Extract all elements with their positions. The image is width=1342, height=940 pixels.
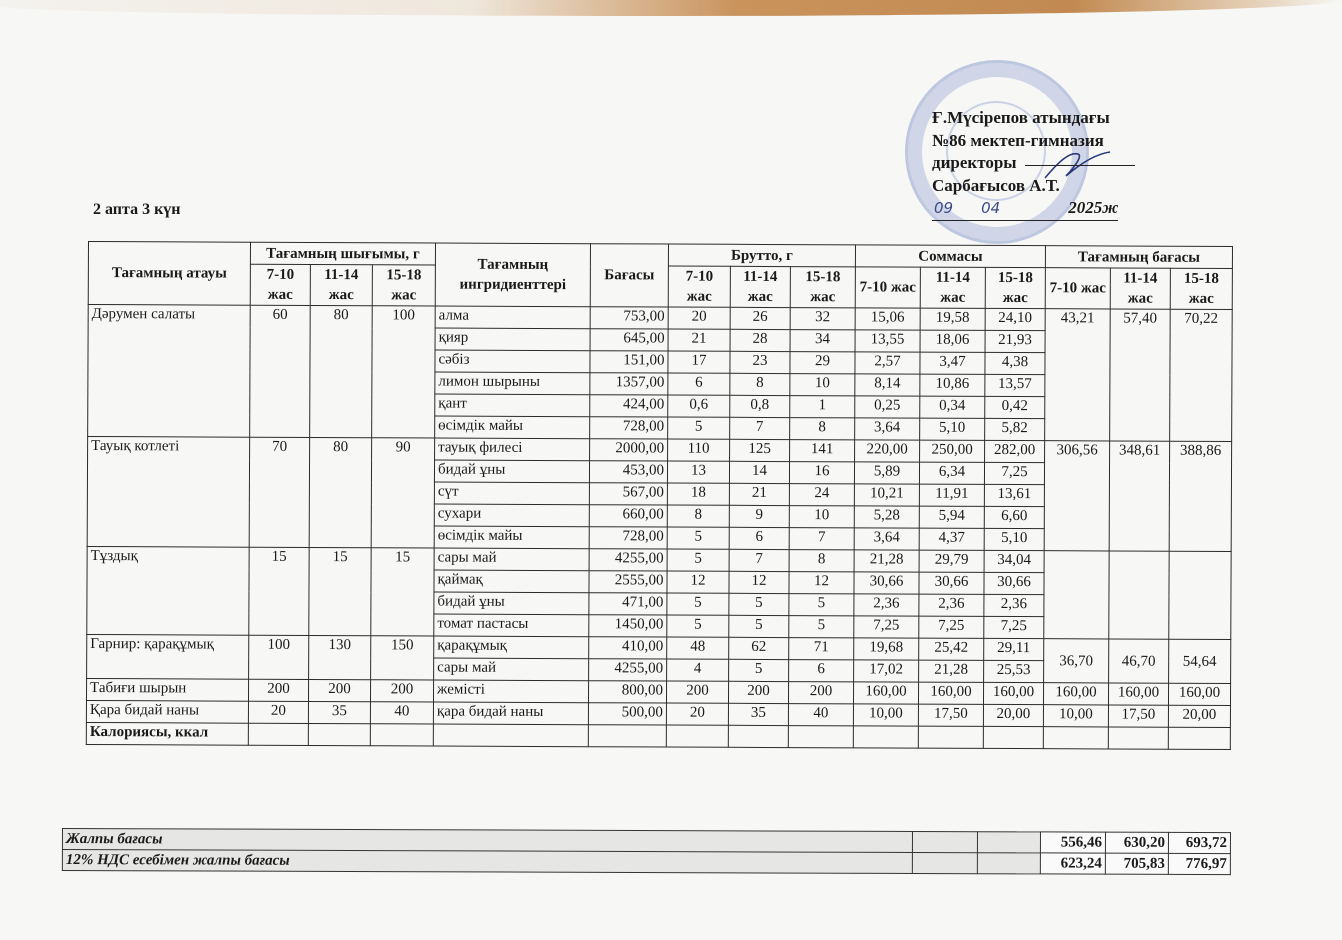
sum-age-2: 3,47 [920,352,985,374]
sum-age-2: 17,50 [918,704,983,726]
dish-price-age-3: 160,00 [1168,683,1230,705]
ingredient-price: 2555,00 [589,571,667,593]
sum-age-1: 3,64 [855,418,920,440]
sum-age-2: 2,36 [919,594,984,616]
dish-price-age-1: 306,56 [1044,441,1109,551]
header-ingredients: Тағамның ингридиенттері [435,243,590,307]
dish-price-age-2: 17,50 [1108,705,1168,727]
calories-empty-cell [853,726,918,748]
dish-price-age-1: 43,21 [1045,309,1111,441]
brutto-age-2: 23 [730,351,790,373]
dish-price-age-3: 70,22 [1170,309,1233,441]
dish-yield-age-3: 200 [370,680,433,702]
sum-age-1: 8,14 [855,374,920,396]
brutto-age-2: 5 [729,593,789,615]
ingredient-price: 453,00 [589,461,667,483]
calories-empty-cell [666,725,728,747]
brutto-age-2: 9 [729,505,789,527]
vat-price-label: 12% НДС есебімен жалпы бағасы [62,850,912,874]
approval-date [932,197,1135,221]
sum-age-1: 5,89 [854,462,919,484]
brutto-age-1: 110 [668,439,730,461]
dish-price-age-1: 36,70 [1044,639,1109,683]
sum-age-3: 13,61 [984,484,1044,506]
calories-empty-cell [788,726,853,748]
header-brutto-age-2: 11-14 жас [730,266,790,307]
calories-empty-cell [983,726,1043,748]
brutto-age-2: 7 [729,549,789,571]
header-sum-age-1: 7-10 жас [855,267,920,308]
dish-yield-age-3: 40 [370,702,433,724]
ingredient-price: 660,00 [589,505,667,527]
sum-age-2: 18,06 [920,330,985,352]
ingredient-name: өсімдік майы [434,526,589,549]
brutto-age-2: 0,8 [730,395,790,417]
brutto-age-1: 200 [666,681,728,703]
menu-table [86,241,1233,750]
brutto-age-1: 18 [667,483,729,505]
brutto-age-1: 20 [668,307,730,329]
ingredient-name: тауық филесі [435,438,590,461]
sum-age-2: 4,37 [919,528,984,550]
approval-block [932,107,1135,221]
summary-vat-row [62,850,1230,875]
ingredient-price: 728,00 [589,527,667,549]
header-yield-age-3: 15-18 жас [372,265,435,306]
dish-yield-age-3: 150 [371,636,434,680]
brutto-age-2: 8 [730,373,790,395]
calories-empty-cell [918,726,983,748]
sum-age-2: 5,10 [920,418,985,440]
brutto-age-2: 35 [728,703,788,725]
brutto-age-1: 21 [668,329,730,351]
sum-age-3: 34,04 [984,550,1044,572]
date-year: 2025ж [1068,197,1118,221]
ingredient-name: қаймақ [434,570,589,593]
total-price-label: Жалпы бағасы [62,829,912,853]
sum-age-1: 17,02 [854,660,919,682]
header-brutto-age-1: 7-10 жас [668,266,730,307]
brutto-age-2: 28 [730,329,790,351]
signature-line [1025,165,1135,166]
brutto-age-2: 200 [728,681,788,703]
ingredient-price: 645,00 [590,329,668,351]
dish-name: Табиғи шырын [86,678,248,701]
dish-price-age-2: 57,40 [1110,309,1171,441]
dish-yield-age-3: 90 [371,438,434,548]
total-price-age-3: 693,72 [1168,832,1230,853]
approval-school-line1: Ғ.Мүсірепов атындағы [932,108,1110,127]
menu-body [86,305,1232,750]
brutto-age-3: 12 [789,572,854,594]
header-brutto: Брутто, г [668,244,855,267]
dish-price-age-1: 10,00 [1043,705,1108,727]
brutto-age-1: 8 [667,505,729,527]
header-yield-age-2: 11-14 жас [310,264,372,305]
ingredient-price: 1450,00 [589,615,667,637]
sum-age-3: 24,10 [985,308,1045,330]
sum-age-3: 29,11 [984,638,1044,660]
dish-price-age-3: 388,86 [1169,441,1231,551]
sum-age-1: 2,36 [854,594,919,616]
sum-age-1: 30,66 [854,572,919,594]
calories-empty-cell [308,723,370,745]
ingredient-name: сухари [434,504,589,527]
dish-yield-age-2: 35 [308,701,370,723]
header-dish-price: Тағамның бағасы [1045,246,1232,269]
ingredient-price: 424,00 [590,395,668,417]
blank-cell [912,852,977,873]
ingredient-name: сүт [434,482,589,505]
dish-name: Қара бидай наны [86,700,248,723]
brutto-age-1: 20 [666,703,728,725]
header-yield-age-1: 7-10 жас [250,264,310,305]
sum-age-2: 0,34 [920,396,985,418]
page-edge-shadow [0,0,1342,16]
approval-school-line2: №86 мектеп-гимназия [932,130,1104,150]
ingredient-name: өсімдік майы [435,416,590,439]
sum-age-2: 21,28 [919,660,984,682]
sum-age-3: 30,66 [984,572,1044,594]
ingredient-price: 1357,00 [590,373,668,395]
sum-age-2: 160,00 [918,682,983,704]
dish-price-age-2: 46,70 [1109,639,1169,683]
approval-director-name: Сарбағысов А.Т. [932,175,1060,195]
sum-age-2: 5,94 [919,506,984,528]
brutto-age-3: 5 [789,594,854,616]
brutto-age-2: 26 [730,307,790,329]
day-label: 2 апта 3 күн [93,201,181,218]
dish-yield-age-2: 200 [308,679,370,701]
sum-age-1: 19,68 [854,638,919,660]
ingredient-name: қара бидай наны [433,702,588,725]
sum-age-1: 13,55 [855,330,920,352]
dish-price-age-3 [1169,551,1231,639]
brutto-age-3: 200 [788,682,853,704]
sum-age-1: 7,25 [854,616,919,638]
ingredient-row [87,634,1231,661]
brutto-age-3: 71 [789,638,854,660]
ingredient-name: сары май [434,548,589,571]
sum-age-1: 5,28 [854,506,919,528]
header-sum: Соммасы [855,245,1045,268]
calories-empty-cell [728,725,788,747]
vat-price-age-2: 705,83 [1105,853,1168,874]
brutto-age-3: 32 [790,308,855,330]
dish-yield-age-2: 15 [309,547,371,635]
ingredient-name: бидай ұны [434,592,589,615]
sum-age-3: 25,53 [984,660,1044,682]
brutto-age-2: 125 [730,439,790,461]
brutto-age-1: 0,6 [668,395,730,417]
header-price: Бағасы [590,244,668,307]
ingredient-price: 410,00 [589,637,667,659]
calories-empty-cell [1168,727,1230,749]
dish-yield-age-1: 20 [248,701,308,723]
sum-age-1: 10,21 [854,484,919,506]
sum-age-1: 220,00 [855,440,920,462]
sum-age-3: 282,00 [985,440,1045,462]
sum-age-3: 7,25 [984,616,1044,638]
dish-yield-age-3: 100 [372,306,436,438]
sum-age-3: 0,42 [985,396,1045,418]
brutto-age-2: 7 [730,417,790,439]
blank-cell [912,831,977,852]
blank-cell [977,853,1040,874]
calories-empty-cell [588,725,666,747]
approval-position: директоры [932,152,1135,175]
date-sep2 [1006,220,1068,221]
ingredient-price: 800,00 [588,681,666,703]
sum-age-1: 0,25 [855,396,920,418]
sum-age-3: 20,00 [983,704,1043,726]
sum-age-2: 19,58 [920,308,985,330]
sum-age-3: 4,38 [985,352,1045,374]
brutto-age-2: 62 [729,637,789,659]
brutto-age-2: 21 [729,483,789,505]
brutto-age-3: 6 [789,660,854,682]
brutto-age-2: 6 [729,527,789,549]
brutto-age-2: 14 [729,461,789,483]
date-sep [959,220,979,221]
sum-age-2: 10,86 [920,374,985,396]
sum-age-2: 6,34 [919,462,984,484]
dish-yield-age-2: 80 [310,305,373,437]
dish-name: Тұздық [87,546,249,635]
calories-empty-cell [1108,727,1168,749]
brutto-age-1: 5 [667,593,729,615]
ingredient-row [88,305,1232,332]
brutto-age-1: 12 [667,571,729,593]
ingredient-name: томат пастасы [434,614,589,637]
dish-yield-age-2: 130 [309,635,371,679]
brutto-age-1: 5 [668,417,730,439]
dish-yield-age-2: 80 [309,437,371,547]
sum-age-2: 11,91 [919,484,984,506]
ingredient-name: қияр [435,328,590,351]
ingredient-price: 500,00 [588,703,666,725]
header-yield: Тағамның шығымы, г [250,242,435,265]
date-day: 09 [932,197,959,221]
brutto-age-3: 24 [789,484,854,506]
brutto-age-1: 4 [667,659,729,681]
date-month: 04 [979,197,1006,221]
total-price-age-1: 556,46 [1040,832,1105,853]
sum-age-1: 3,64 [854,528,919,550]
ingredient-name: сары май [434,658,589,681]
dish-name: Тауық котлеті [87,437,249,548]
header-sum-age-3: 15-18 жас [985,267,1045,308]
ingredient-price: 2000,00 [590,439,668,461]
sum-age-3: 5,10 [984,528,1044,550]
brutto-age-1: 48 [667,637,729,659]
header-dish-price-age-3: 15-18 жас [1170,268,1232,309]
sum-age-2: 25,42 [919,638,984,660]
dish-price-age-1 [1044,551,1109,639]
ingredient-name: қарақұмық [434,636,589,659]
brutto-age-3: 7 [789,528,854,550]
brutto-age-3: 1 [790,396,855,418]
sum-age-3: 2,36 [984,594,1044,616]
brutto-age-3: 5 [789,616,854,638]
dish-name: Гарнир: қарақұмық [87,634,249,679]
ingredient-price: 753,00 [590,307,668,329]
sum-age-2: 30,66 [919,572,984,594]
dish-yield-age-1: 200 [248,679,308,701]
header-brutto-age-3: 15-18 жас [790,267,855,308]
brutto-age-1: 5 [667,527,729,549]
header-dish-price-age-1: 7-10 жас [1045,268,1110,309]
dish-yield-age-1: 15 [249,547,309,635]
dish-yield-age-1: 60 [250,305,311,437]
ingredient-name: алма [435,306,590,329]
brutto-age-3: 40 [788,704,853,726]
ingredient-price: 471,00 [589,593,667,615]
sum-age-3: 13,57 [985,374,1045,396]
brutto-age-1: 17 [668,351,730,373]
sum-age-3: 21,93 [985,330,1045,352]
sum-age-3: 5,82 [985,418,1045,440]
header-sum-age-2: 11-14 жас [920,267,985,308]
brutto-age-1: 5 [667,615,729,637]
vat-price-age-1: 623,24 [1040,853,1105,874]
sum-age-3: 160,00 [983,682,1043,704]
brutto-age-2: 12 [729,571,789,593]
ingredient-name: лимон шырыны [435,372,590,395]
brutto-age-3: 141 [790,440,855,462]
dish-price-age-2: 160,00 [1108,683,1168,705]
dish-price-age-3: 20,00 [1168,705,1230,727]
total-price-age-2: 630,20 [1105,832,1168,853]
ingredient-price: 728,00 [590,417,668,439]
brutto-age-1: 13 [667,461,729,483]
sum-age-1: 15,06 [855,308,920,330]
summary-table [62,828,1231,875]
ingredient-price: 4255,00 [589,549,667,571]
sum-age-3: 6,60 [984,506,1044,528]
dish-yield-age-3: 15 [371,548,434,636]
dish-price-age-2: 348,61 [1109,441,1169,551]
vat-price-age-3: 776,97 [1168,853,1230,874]
sum-age-1: 2,57 [855,352,920,374]
brutto-age-3: 10 [790,374,855,396]
sum-age-2: 250,00 [920,440,985,462]
sum-age-1: 21,28 [854,550,919,572]
calories-empty-cell [433,724,588,747]
brutto-age-3: 8 [789,550,854,572]
ingredient-price: 151,00 [590,351,668,373]
dish-price-age-1: 160,00 [1043,683,1108,705]
blank-cell [977,832,1040,853]
sum-age-2: 29,79 [919,550,984,572]
brutto-age-3: 8 [790,418,855,440]
brutto-age-3: 16 [789,462,854,484]
brutto-age-1: 6 [668,373,730,395]
dish-yield-age-1: 100 [249,635,309,679]
ingredient-price: 567,00 [589,483,667,505]
ingredient-name: жемісті [433,680,588,703]
calories-empty-cell [370,724,433,746]
brutto-age-3: 34 [790,330,855,352]
header-dish-name: Тағамның атауы [88,242,250,306]
dish-price-age-3: 54,64 [1169,639,1231,683]
ingredient-row [87,546,1231,573]
brutto-age-2: 5 [729,615,789,637]
ingredient-name: бидай ұны [434,460,589,483]
dish-price-age-2 [1109,551,1169,639]
dish-yield-age-1: 70 [249,437,309,547]
sum-age-1: 10,00 [853,704,918,726]
ingredient-name: қант [435,394,590,417]
ingredient-row [88,437,1232,464]
dish-name: Дәрумен салаты [88,305,251,438]
brutto-age-2: 5 [729,659,789,681]
calories-empty-cell [248,723,308,745]
ingredient-price: 4255,00 [589,659,667,681]
brutto-age-3: 10 [789,506,854,528]
ingredient-name: сәбіз [435,350,590,373]
calories-row [86,722,1230,749]
sum-age-3: 7,25 [984,462,1044,484]
brutto-age-3: 29 [790,352,855,374]
sum-age-1: 160,00 [853,682,918,704]
calories-label: Калориясы, ккал [86,722,248,745]
brutto-age-1: 5 [667,549,729,571]
calories-empty-cell [1043,727,1108,749]
sum-age-2: 7,25 [919,616,984,638]
header-dish-price-age-2: 11-14 жас [1110,268,1170,309]
